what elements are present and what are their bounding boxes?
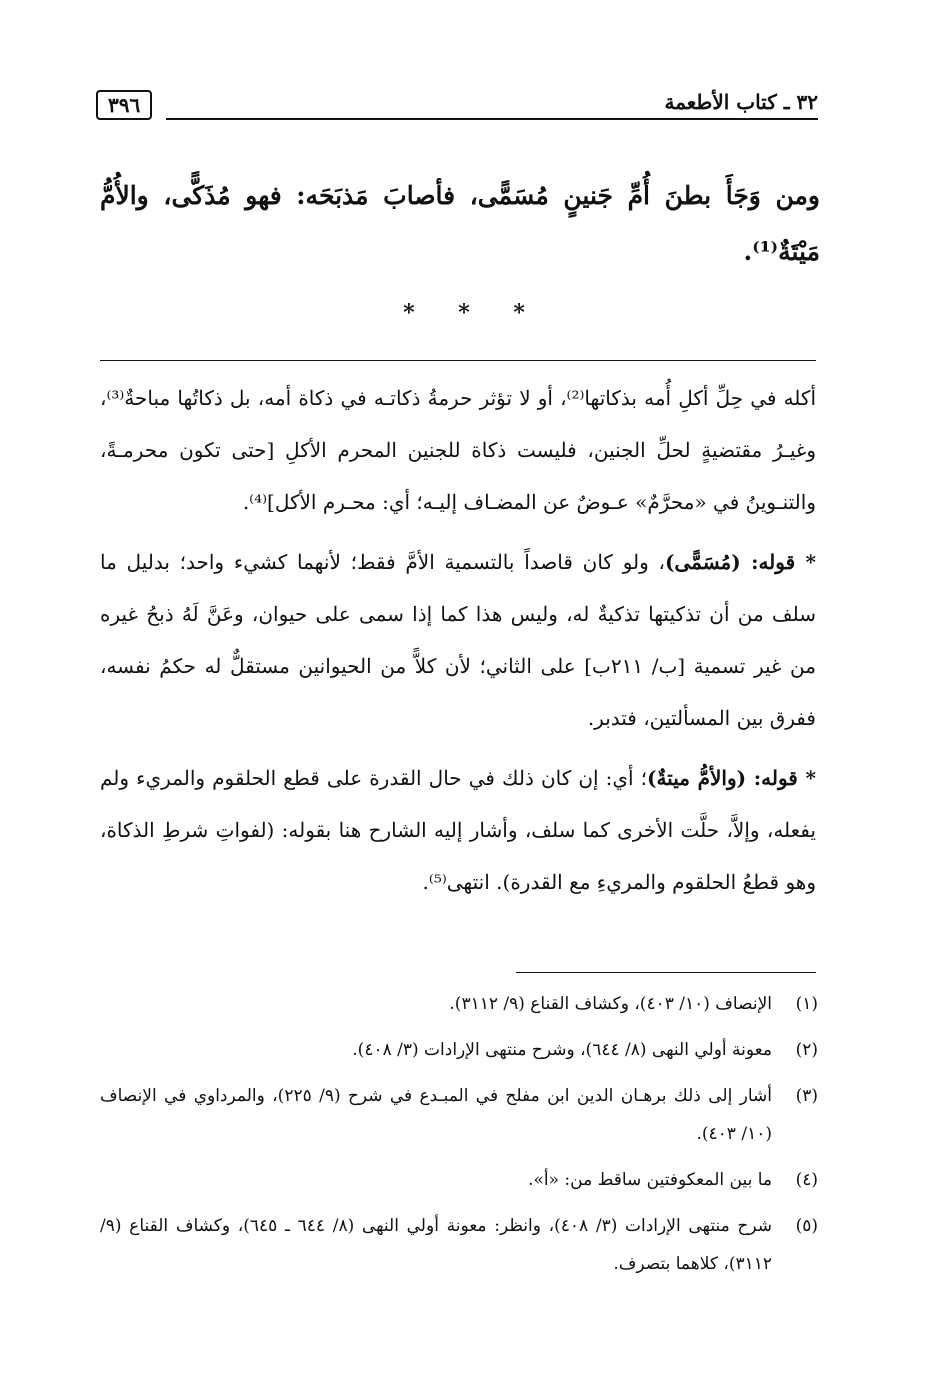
commentary-paragraph: أكله في حِلِّ أكلِ أُمه بذكاتها⁽²⁾، أو لا تؤثر حرمةُ ذكاتـه في ذكاة أمه، بل ذكاتُها مباحةٌ⁽³⁾، وغيـرُ مقتضيةٍ لحلِّ الجنين، فليست ذكاة للجنين المحرم الأكلِ [حتى تكون محرمـةً، والتنـوينُ في «محرَّمٌ» عـوضٌ عن المضـاف إليـه؛ أي: محـرم الأكل]⁽⁴⁾. (100, 386, 816, 514)
quote-lead: * قوله: (مُسَمًّى) (665, 550, 816, 574)
footnotes (100, 985, 818, 1291)
commentary-text: ؛ أي: إن كان ذلك في حال القدرة على قطع الحلقوم والمريء ولم يفعله، وإلاَّ، حلَّت الأخرى كما سلف، وأشار إليه الشارح هنا بقوله: (لفواتِ شرطِ الذكاة، وهو قطعُ الحلقوم والمريءِ مع القدرة). انتهى⁽⁵⁾. (100, 766, 816, 894)
footnote-number: (١) (795, 994, 818, 1014)
footnote-text: شرح منتهى الإرادات (٣/ ٤٠٨)، وانظر: معونة أولي النهى (٨/ ٦٤٤ ـ ٦٤٥)، وكشاف القناع (٩/ ٣١١٢)، كلاهما بتصرف. (100, 1216, 772, 1274)
footnote (100, 1161, 818, 1199)
chapter-title: ٣٢ ـ كتاب الأطعمة (664, 90, 818, 114)
footnote-number: (٤) (795, 1170, 818, 1190)
page-header (96, 88, 818, 132)
footnote (100, 1031, 818, 1069)
header-rule (166, 118, 818, 120)
commentary-paragraph (100, 752, 816, 908)
quote-lead: * قوله: (والأمُّ ميتةٌ) (647, 766, 816, 790)
section-separator-stars: * * * (403, 300, 543, 326)
footnote (100, 1207, 818, 1283)
commentary-text: ، ولو كان قاصداً بالتسمية الأمَّ فقط؛ لأنهما كشيء واحد؛ بدليل ما سلف من أن تذكيتها تذكيةٌ له، وليس هذا كما إذا سمى على حيوان، وعَنَّ لَهُ ذبحُ غيره من غير تسمية [ب/ ٢١١ب] على الثاني؛ لأن كلاًّ من الحيوانين مستقلٌّ له حكمُ نفسه، ففرق بين المسألتين، فتدبر. (100, 550, 816, 730)
footnote-text: أشار إلى ذلك برهـان الدين ابن مفلح في المبـدع في شرح (٩/ ٢٢٥)، والمرداوي في الإنصاف (١٠/ ٤٠٣). (100, 1086, 773, 1144)
footnote-number: (٥) (795, 1216, 818, 1236)
footnote-rule (516, 972, 816, 973)
commentary-paragraph (100, 536, 816, 744)
footnote-text: ما بين المعكوفتين ساقط من: «أ». (528, 1170, 772, 1190)
page-number: ٣٩٦ (96, 90, 152, 120)
footnote-text: معونة أولي النهى (٨/ ٦٤٤)، وشرح منتهى الإرادات (٣/ ٤٠٨). (352, 1040, 772, 1060)
footnote-text: الإنصاف (١٠/ ٤٠٣)، وكشاف القناع (٩/ ٣١١٢). (449, 994, 772, 1014)
footnote-number: (٢) (795, 1040, 818, 1060)
footnote (100, 1077, 818, 1153)
footnote (100, 985, 818, 1023)
commentary (100, 372, 816, 916)
footnote-number: (٣) (795, 1086, 818, 1106)
matn-commentary-divider (100, 360, 816, 361)
matn-text: ومن وَجَأَ بطنَ أُمِّ جَنينٍ مُسَمًّى، فأصابَ مَذبَحَه: فهو مُذَكًّى، والأُمُّ مَيْتَةٌ⁽¹⁾. (100, 181, 820, 266)
